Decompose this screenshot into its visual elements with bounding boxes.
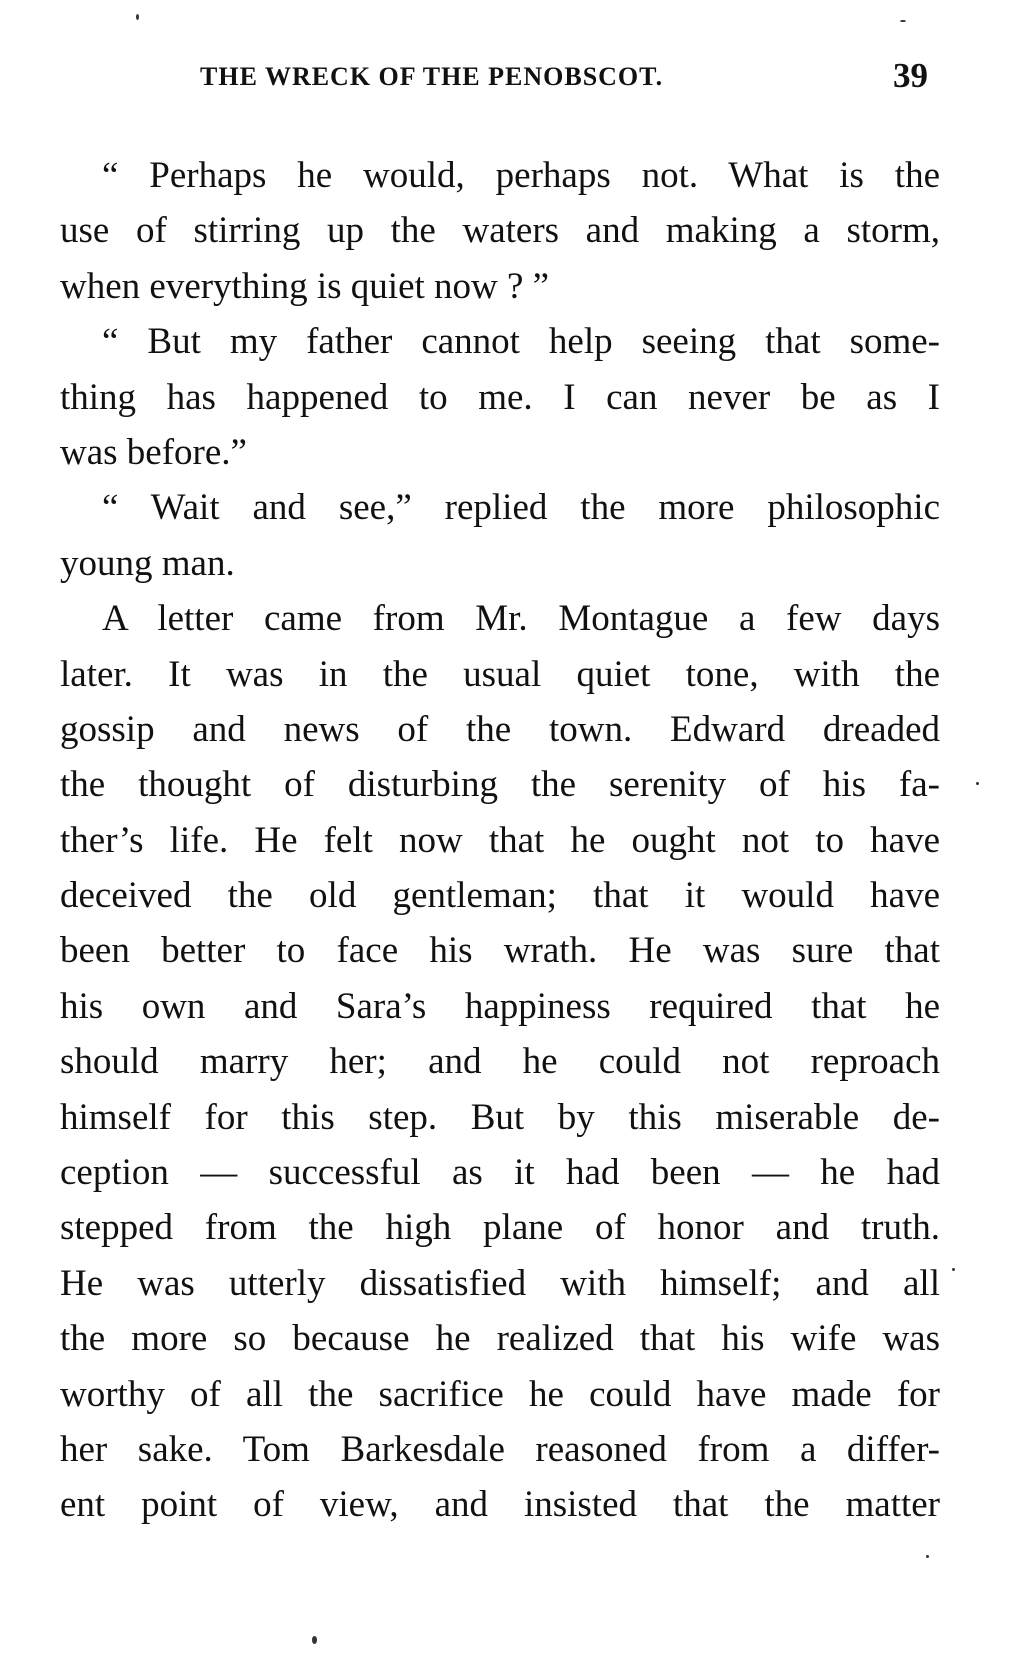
text-line: was before.” xyxy=(60,431,247,473)
text-line: the thought of disturbing the serenity of his fa- xyxy=(60,764,940,806)
text-line: his own and Sara’s happiness required that he xyxy=(60,985,940,1027)
text-line: use of stirring up the waters and making a storm, xyxy=(60,210,940,252)
ink-speck xyxy=(312,1636,317,1644)
text-line: “ But my father cannot help seeing that some- xyxy=(102,321,940,363)
text-line: later. It was in the usual quiet tone, with the xyxy=(60,653,940,695)
ink-speck xyxy=(976,782,979,785)
ink-speck xyxy=(900,20,906,22)
page-number: 39 xyxy=(893,56,928,95)
ink-speck xyxy=(926,1555,929,1558)
text-line: the more so because he realized that his wife was xyxy=(60,1318,940,1360)
text-line: himself for this step. But by this miserable de- xyxy=(60,1096,940,1138)
text-line: “ Perhaps he would, perhaps not. What is the xyxy=(102,155,940,196)
text-line: ent point of view, and insisted that the matter xyxy=(60,1484,940,1526)
text-line: ception — successful as it had been — he had xyxy=(60,1152,940,1194)
text-line: gossip and news of the town. Edward dreaded xyxy=(60,708,940,750)
text-line: “ Wait and see,” replied the more philosophic xyxy=(102,487,940,529)
running-head: THE WRECK OF THE PENOBSCOT. xyxy=(200,62,664,91)
body-text xyxy=(60,148,940,1533)
text-line: He was utterly dissatisfied with himself; and all xyxy=(60,1262,940,1304)
text-line: thing has happened to me. I can never be as I xyxy=(60,376,940,418)
ink-speck xyxy=(952,1268,955,1271)
text-line: when everything is quiet now ? ” xyxy=(60,265,550,307)
text-line: worthy of all the sacrifice he could have made for xyxy=(60,1373,940,1415)
text-line: A letter came from Mr. Montague a few days xyxy=(102,598,940,640)
ink-speck xyxy=(136,14,139,20)
text-line: been better to face his wrath. He was sure that xyxy=(60,930,940,972)
text-line: should marry her; and he could not reproach xyxy=(60,1041,940,1083)
text-line: stepped from the high plane of honor and truth. xyxy=(60,1207,940,1249)
text-line: ther’s life. He felt now that he ought not to have xyxy=(60,819,940,861)
text-line: young man. xyxy=(60,542,235,584)
text-line: her sake. Tom Barkesdale reasoned from a differ- xyxy=(60,1428,940,1470)
text-line: deceived the old gentleman; that it would have xyxy=(60,875,940,917)
